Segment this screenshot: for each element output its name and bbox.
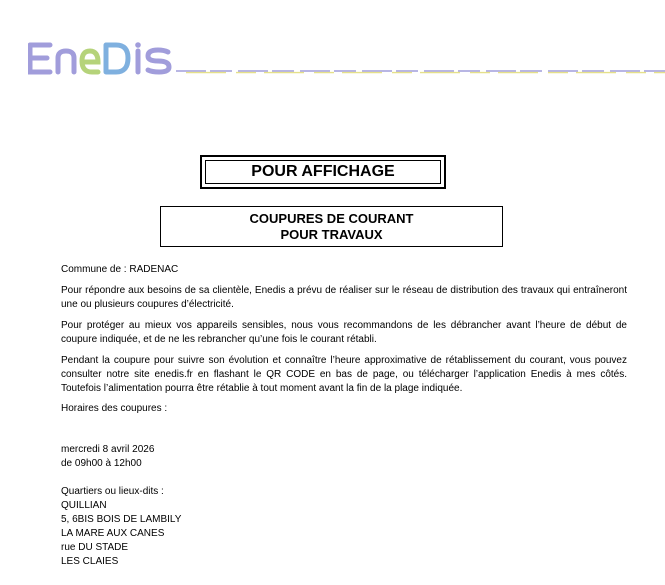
outage-date: mercredi 8 avril 2026 bbox=[61, 444, 155, 455]
outage-time: de 09h00 à 12h00 bbox=[61, 458, 142, 469]
place-item: QUILLIAN bbox=[61, 500, 107, 511]
place-item: LA MARE AUX CANES bbox=[61, 528, 165, 539]
header-rule bbox=[176, 70, 665, 74]
paragraph-1: Pour répondre aux besoins de sa clientèle, Enedis a prévu de réaliser sur le réseau de distribution des travaux qui entraîneront une ou plusieurs coupures d’électricité. bbox=[61, 285, 627, 310]
page-title: POUR AFFICHAGE bbox=[205, 160, 441, 184]
subtitle-line2: POUR TRAVAUX bbox=[280, 226, 383, 242]
quartiers-label: Quartiers ou lieux-dits : bbox=[61, 486, 164, 497]
horaires-label: Horaires des coupures : bbox=[61, 403, 168, 414]
place-item: LES CLAIES bbox=[61, 556, 119, 567]
paragraph-3: Pendant la coupure pour suivre son évolution et connaître l’heure approximative de rétablissement du courant, vous pouvez consulter notre site enedis.fr en flashant le QR CODE en bas de page, ou télécharger l’application Enedis à mes côtés. Toutefois l’alimentation pourra être rétablie à tout moment avant la fin de la plage indiquée. bbox=[61, 355, 627, 394]
place-item: 5, 6BIS BOIS DE LAMBILY bbox=[61, 514, 182, 525]
title-box bbox=[200, 155, 446, 189]
place-item: rue DU STADE bbox=[61, 542, 129, 553]
commune-text: Commune de : RADENAC bbox=[61, 264, 179, 275]
enedis-logo bbox=[28, 40, 178, 80]
subtitle-line1: COUPURES DE COURANT bbox=[249, 210, 414, 226]
subtitle-box bbox=[160, 206, 503, 247]
paragraph-2: Pour protéger au mieux vos appareils sensibles, nous vous recommandons de les débrancher avant l’heure de début de coupure indiquée, et de ne les rebrancher qu’une fois le courant rétabli. bbox=[61, 320, 627, 345]
